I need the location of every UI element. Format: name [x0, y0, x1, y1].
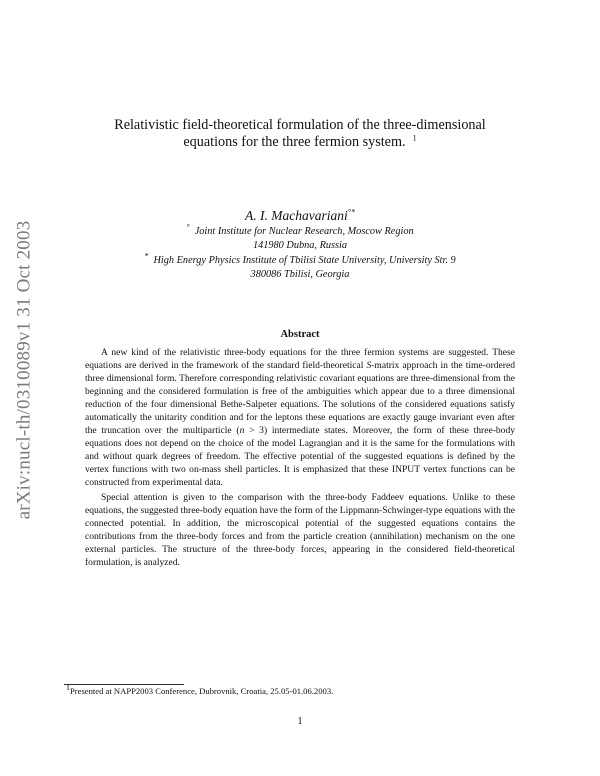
affiliation-1 [60, 222, 540, 253]
affiliation-2-line-1 [60, 251, 540, 268]
title-line-1: Relativistic field-theoretical formulation of the three-dimensional [114, 117, 486, 133]
abstract-p1-n-symbol: n [239, 424, 245, 436]
author-name-text: A. I. Machavariani [245, 208, 348, 223]
title-line-2-text: equations for the three fermion system. [183, 134, 406, 150]
affiliation-2-mark: * [144, 251, 149, 261]
affiliation-2-name: High Energy Physics Institute of Tbilisi State University, University Str. 9 [153, 255, 456, 266]
abstract-body [85, 347, 515, 570]
abstract-heading: Abstract [280, 329, 320, 340]
title-footnote-mark: 1 [412, 133, 417, 143]
affiliation-1-line-2: 141980 Dubna, Russia [252, 240, 348, 251]
author-name [0, 208, 600, 224]
abstract-paragraph-2: Special attention is given to the comparison with the three-body Faddeev equations. Unlike to these equations, the suggested three-body equation have the form of the Lippmann-Schwinger-type equations with the connected potential. In addition, the microscopical potential of the suggested equations contains the contributions from the three-body forces and from the particle creation (annihilation) mechanism on the one external particles. The structure of the three-body forces, appearing in the considered field-theoretical formulation, is analyzed. [85, 492, 515, 569]
page-number: 1 [297, 716, 303, 727]
affiliation-1-line-1 [60, 222, 540, 239]
affiliation-1-mark: ° [186, 222, 190, 232]
abstract-p1-s-symbol: S [366, 359, 372, 371]
author-affiliation-marks: °* [347, 207, 355, 217]
footnote-divider [64, 684, 184, 685]
affiliation-1-name: Joint Institute for Nuclear Research, Moscow Region [194, 226, 414, 237]
paper-title [64, 117, 536, 151]
affiliation-2 [60, 251, 540, 282]
arxiv-identifier-stamp [0, 180, 48, 560]
footnote [66, 683, 546, 697]
footnote-mark: 1 [66, 683, 70, 693]
abstract-p1-part-c: > 3) intermediate states. Moreover, the form of these three-body equations does not depend on the choice of the model Lagrangian and it is the same for the formulations with and without quark degrees of freedom. The effective potential of the suggested equations is defined by the vertex functions with two on-mass shell particles. It is emphasized that these INPUT vertex functions can be constructed from experimental data. [85, 424, 515, 488]
abstract-p1-part-b: -matrix approach in the time-ordered three dimensional form. Therefore corresponding relativistic covariant equations are three-dimensional from the beginning and the considered formulation is free of the ambiguities which appear due to a three dimensional reduction of the four dimensional Bethe-Salpeter equations. The solutions of the considered equations satisfy automatically the unitarity condition and for the leptons these equations are exactly gauge invariant even after the truncation over the multiparticle ( [85, 359, 515, 436]
abstract-paragraph-1 [85, 347, 515, 489]
title-line-2 [64, 134, 536, 151]
footnote-text: Presented at NAPP2003 Conference, Dubrovnik, Croatia, 25.05-01.06.2003. [70, 686, 334, 696]
arxiv-identifier-text: arXiv:nucl-th/0310089v1 31 Oct 2003 [13, 220, 35, 520]
affiliation-2-line-2: 380086 Tbilisi, Georgia [250, 269, 350, 280]
abstract-p1-part-a: A new kind of the relativistic three-body equations for the three fermion systems are suggested. These equations are derived in the framework of the standard field-theoretical [85, 347, 515, 371]
